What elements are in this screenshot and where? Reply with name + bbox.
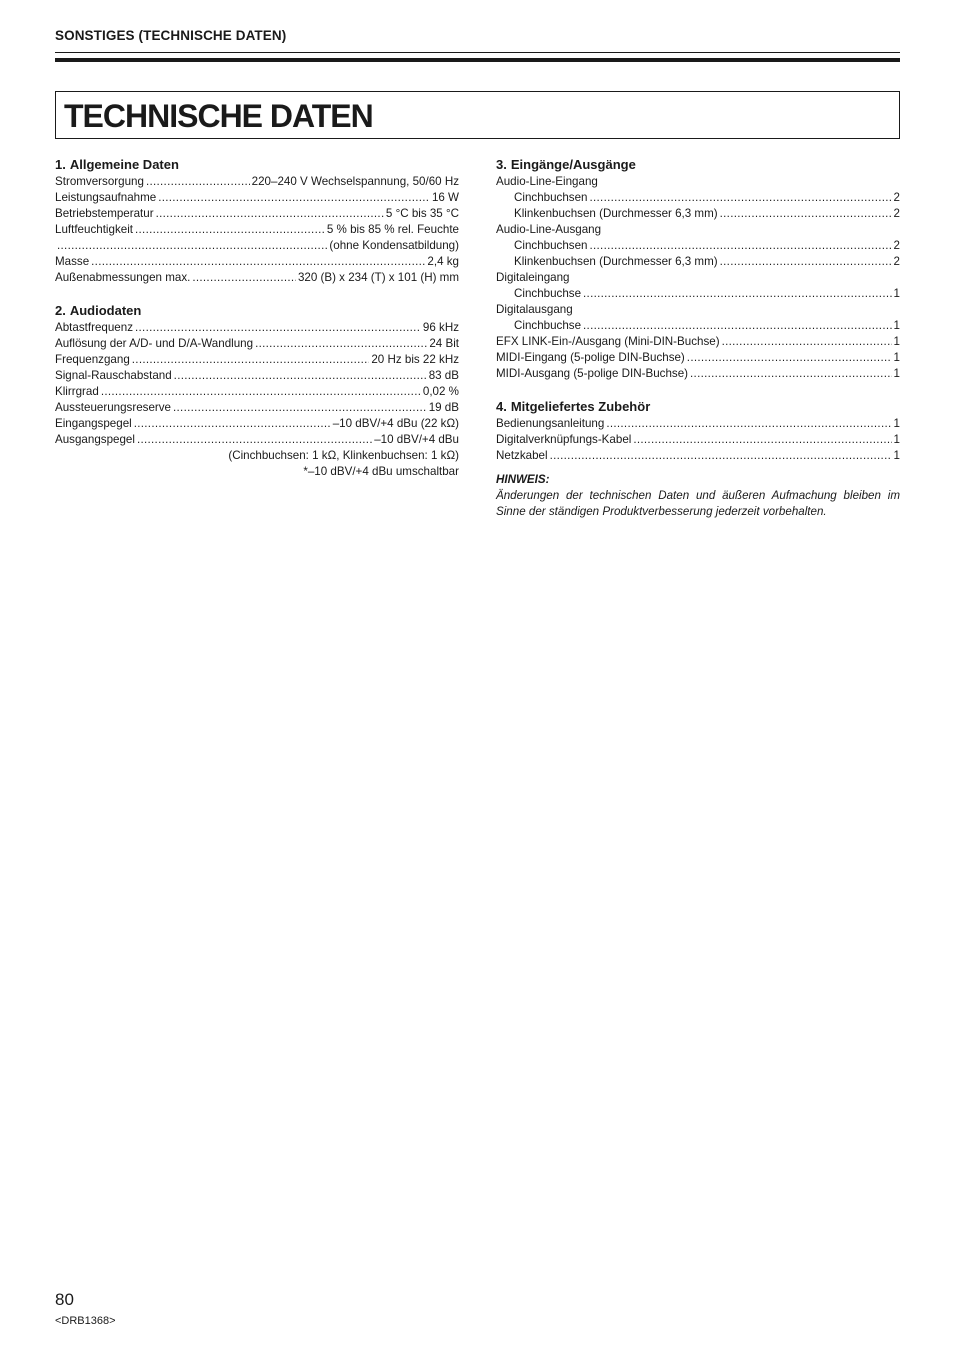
spec-row: Digitalverknüpfungs-Kabel ..... 1: [496, 432, 900, 448]
section-title-general: 1. Allgemeine Daten: [55, 157, 179, 172]
spec-row: Betriebstemperatur ..... 5 °C bis 35 °C: [55, 206, 459, 222]
note-text: Änderungen der technischen Daten und äußeren Aufmachung bleiben im Sinne der ständigen Produktverbesserung jederzeit vorbehalten.: [496, 489, 900, 518]
spec-row: Leistungsaufnahme ..... 16 W: [55, 190, 459, 206]
spec-row: MIDI-Ausgang (5-polige DIN-Buchse) ..... 1: [496, 366, 900, 382]
spec-row: Signal-Rauschabstand ..... 83 dB: [55, 368, 459, 384]
spec-row: Eingangspegel ..... –10 dBV/+4 dBu (22 kΩ): [55, 416, 459, 432]
io-group-label: Digitaleingang: [496, 271, 570, 284]
spec-row: EFX LINK-Ein-/Ausgang (Mini-DIN-Buchse) ..... 1: [496, 334, 900, 350]
spec-row: Klirrgrad ..... 0,02 %: [55, 384, 459, 400]
spec-row: Auflösung der A/D- und D/A-Wandlung ..... 24 Bit: [55, 336, 459, 352]
spec-row: MIDI-Eingang (5-polige DIN-Buchse) ..... 1: [496, 350, 900, 366]
section-title-accessories: 4. Mitgeliefertes Zubehör: [496, 399, 651, 414]
audio-note-line: *–10 dBV/+4 dBu umschaltbar: [303, 465, 459, 478]
page-number: 80: [55, 1290, 74, 1309]
spec-row: Außenabmessungen max. ..... 320 (B) x 234 (T) x 101 (H) mm: [55, 270, 459, 286]
spec-row: Aussteuerungsreserve ..... 19 dB: [55, 400, 459, 416]
note-title: HINWEIS:: [496, 473, 550, 486]
spec-row: Cinchbuchse ..... 1: [496, 286, 900, 302]
spec-row: Bedienungsanleitung ..... 1: [496, 416, 900, 432]
spec-row: Frequenzgang ..... 20 Hz bis 22 kHz: [55, 352, 459, 368]
spec-row: Cinchbuchsen ..... 2: [496, 238, 900, 254]
page-title-box: [55, 91, 900, 139]
section-title-audio: 2. Audiodaten: [55, 303, 142, 318]
io-group-label: Audio-Line-Ausgang: [496, 223, 602, 236]
right-column: [496, 157, 900, 520]
section-header: SONSTIGES (TECHNISCHE DATEN): [55, 28, 287, 43]
spec-row: Cinchbuchsen ..... 2: [496, 190, 900, 206]
spec-row: Cinchbuchse ..... 1: [496, 318, 900, 334]
spec-row: ..... (ohne Kondensatbildung): [55, 238, 459, 254]
page-title: TECHNISCHE DATEN: [64, 98, 373, 134]
spec-row: Masse ..... 2,4 kg: [55, 254, 459, 270]
spec-row: Ausgangspegel ..... –10 dBV/+4 dBu: [55, 432, 459, 448]
doc-code: <DRB1368>: [55, 1315, 116, 1327]
spec-row: Klinkenbuchsen (Durchmesser 6,3 mm) ..... 2: [496, 254, 900, 270]
spec-row: Abtastfrequenz ..... 96 kHz: [55, 320, 459, 336]
io-group-label: Audio-Line-Eingang: [496, 175, 598, 188]
spec-row: Stromversorgung ..... 220–240 V Wechselspannung, 50/60 Hz: [55, 174, 459, 190]
section-title-io: 3. Eingänge/Ausgänge: [496, 157, 636, 172]
header-rule-thin: [55, 52, 900, 53]
header-rule-thick: [55, 58, 900, 62]
io-group-label: Digitalausgang: [496, 303, 573, 316]
audio-note-line: (Cinchbuchsen: 1 kΩ, Klinkenbuchsen: 1 kΩ): [228, 449, 459, 462]
spec-row: Klinkenbuchsen (Durchmesser 6,3 mm) ..... 2: [496, 206, 900, 222]
spec-row: Netzkabel ..... 1: [496, 448, 900, 464]
left-column: [55, 157, 459, 480]
spec-row: Luftfeuchtigkeit ..... 5 % bis 85 % rel. Feuchte: [55, 222, 459, 238]
